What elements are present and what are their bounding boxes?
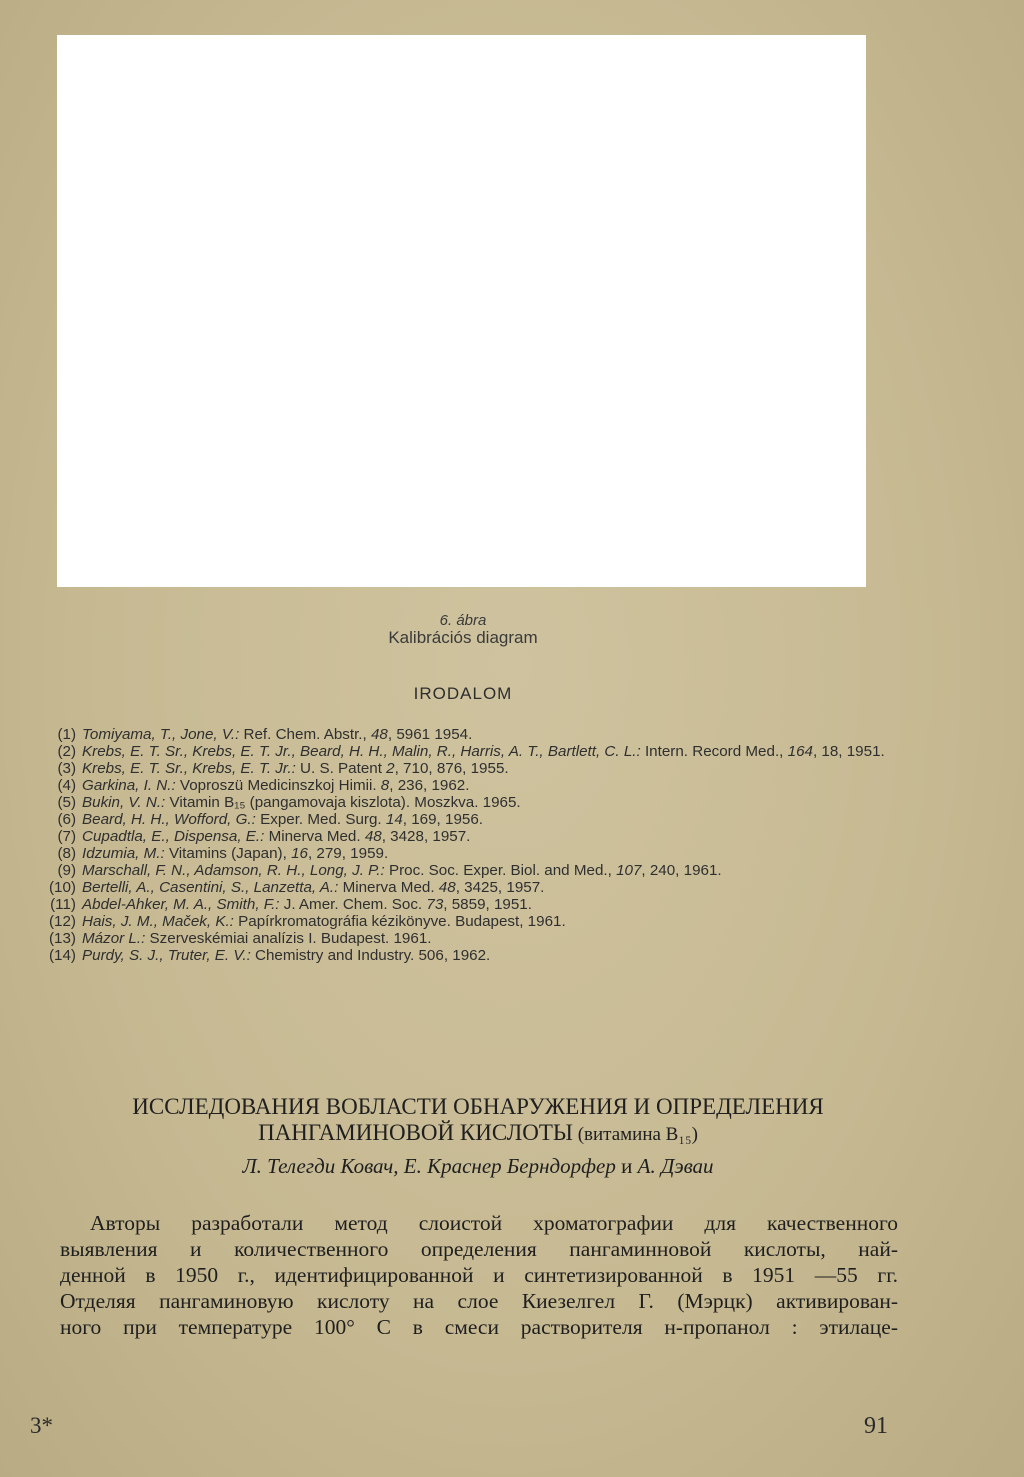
reference-text (82, 743, 914, 760)
reference-source: J. Amer. Chem. Soc. (279, 896, 427, 913)
reference-number: (13) (48, 930, 76, 947)
reference-authors: Abdel-Ahker, M. A., Smith, F.: (82, 896, 280, 913)
reference-tail: , 3428, 1957. (381, 828, 471, 845)
reference-authors: Beard, H. H., Wofford, G.: (82, 811, 256, 828)
reference-number: (6) (57, 811, 76, 828)
article-title-main: ПАНГАМИНОВОЙ КИСЛОТЫ (258, 1120, 573, 1145)
reference-source: Ref. Chem. Abstr., (239, 726, 371, 743)
reference-number: (11) (50, 896, 76, 913)
reference-authors: Cupadtla, E., Dispensa, E.: (82, 828, 265, 845)
reference-item (44, 930, 914, 947)
reference-source: Vitamin B₁₅ (pangamovaja kiszlota). Moszkva. 1965. (165, 794, 521, 811)
reference-authors: Mázor L.: (82, 930, 146, 947)
reference-authors: Idzumia, M.: (82, 845, 165, 862)
reference-authors: Bertelli, A., Casentini, S., Lanzetta, A.: (82, 879, 339, 896)
authors-and: и (615, 1154, 638, 1178)
reference-tail: , 236, 1962. (389, 777, 470, 794)
reference-number: (12) (48, 913, 76, 930)
reference-authors: Garkina, I. N.: (82, 777, 176, 794)
reference-volume: 8 (380, 777, 390, 794)
reference-volume: 16 (291, 845, 308, 862)
body-line: Отделяя пангаминовую кислоту на слое Киезелгел Г. (Мэрцк) активирован- (60, 1289, 898, 1313)
page-number: 91 (864, 1413, 888, 1439)
reference-text (82, 930, 914, 947)
article-authors (30, 1154, 926, 1179)
reference-source: Intern. Record Med., (640, 743, 788, 760)
reference-number: (3) (57, 760, 76, 777)
reference-authors: Purdy, S. J., Truter, E. V.: (82, 947, 251, 964)
reference-number: (5) (57, 794, 76, 811)
authors-last: А. Дэваи (637, 1154, 714, 1178)
reference-text (82, 862, 914, 879)
reference-number: (10) (48, 879, 76, 896)
reference-source: Chemistry and Industry. 506, 1962. (250, 947, 491, 964)
reference-tail: , 5961 1954. (387, 726, 473, 743)
reference-item (44, 777, 914, 794)
reference-authors: Krebs, E. T. Sr., Krebs, E. T. Jr.: (82, 760, 296, 777)
reference-text (82, 828, 914, 845)
reference-text (82, 811, 914, 828)
reference-authors: Tomiyama, T., Jone, V.: (82, 726, 240, 743)
reference-text (82, 794, 914, 811)
reference-volume: 48 (438, 879, 456, 896)
reference-tail: , 710, 876, 1955. (394, 760, 509, 777)
reference-tail: , 169, 1956. (402, 811, 484, 828)
reference-text (82, 913, 914, 930)
reference-authors: Hais, J. M., Maček, K.: (82, 913, 234, 930)
reference-text (82, 879, 914, 896)
reference-authors: Bukin, V. N.: (82, 794, 166, 811)
reference-volume: 48 (370, 726, 388, 743)
reference-number: (2) (57, 743, 76, 760)
reference-source: Vitamins (Japan), (164, 845, 292, 862)
reference-volume: 14 (385, 811, 403, 828)
references-list (44, 726, 914, 964)
reference-item (44, 845, 914, 862)
figure-image (57, 35, 866, 587)
reference-number: (8) (57, 845, 76, 862)
article-body (60, 1210, 898, 1340)
reference-volume: 164 (787, 743, 813, 760)
reference-volume: 73 (426, 896, 444, 913)
reference-text (82, 947, 914, 964)
reference-volume: 2 (386, 760, 395, 777)
reference-tail: , 5859, 1951. (443, 896, 532, 913)
reference-source: Papírkromatográfia kézikönyve. Budapest, 1961. (233, 913, 566, 930)
reference-tail: , 3425, 1957. (455, 879, 545, 896)
reference-source: Proc. Soc. Exper. Biol. and Med., (384, 862, 617, 879)
reference-source: Minerva Med. (264, 828, 365, 845)
reference-item (44, 828, 914, 845)
reference-item (44, 913, 914, 930)
reference-tail: , 18, 1951. (812, 743, 885, 760)
reference-item (44, 896, 914, 913)
reference-item (44, 879, 914, 896)
reference-number: (14) (48, 947, 76, 964)
article-title-subtitle: (витамина B₁₅) (572, 1124, 698, 1145)
reference-text (82, 896, 914, 913)
figure-title: Kalibrációs diagram (388, 628, 538, 647)
reference-volume: 107 (616, 862, 642, 879)
reference-source: Szerveskémiai analízis I. Budapest. 1961. (145, 930, 432, 947)
reference-item (44, 947, 914, 964)
body-line: ного при температуре 100° С в смеси растворителя н-пропанол : этилаце- (60, 1315, 898, 1339)
reference-text (82, 760, 914, 777)
reference-text (82, 777, 914, 794)
reference-authors: Marschall, F. N., Adamson, R. H., Long, J. P.: (82, 862, 385, 879)
reference-item (44, 743, 914, 760)
article-title (30, 1094, 926, 1148)
authors-first: Л. Телегди Ковач, Е. Краснер Берндорфер (242, 1154, 616, 1178)
reference-item (44, 726, 914, 743)
reference-volume: 48 (364, 828, 382, 845)
reference-authors: Krebs, E. T. Sr., Krebs, E. T. Jr., Beard, H. H., Malin, R., Harris, A. T., Bartlett, C. L.: (82, 743, 641, 760)
reference-number: (9) (57, 862, 76, 879)
reference-source: Voproszü Medicinszkoj Himii. (175, 777, 381, 794)
reference-number: (7) (57, 828, 76, 845)
signature-mark: 3* (30, 1413, 53, 1438)
reference-number: (4) (57, 777, 76, 794)
reference-tail: , 279, 1959. (307, 845, 389, 862)
reference-number: (1) (57, 726, 76, 743)
reference-source: U. S. Patent (295, 760, 387, 777)
reference-text (82, 845, 914, 862)
reference-tail: , 240, 1961. (641, 862, 722, 879)
reference-item (44, 760, 914, 777)
reference-source: Exper. Med. Surg. (255, 811, 386, 828)
reference-item (44, 862, 914, 879)
reference-item (44, 794, 914, 811)
reference-source: Minerva Med. (338, 879, 439, 896)
article-title-line-1: ИССЛЕДОВАНИЯ ВОБЛАСТИ ОБНАРУЖЕНИЯ И ОПРЕДЕЛЕНИЯ (132, 1094, 824, 1119)
reference-text (82, 726, 914, 743)
body-line: денной в 1950 г., идентифицированной и синтетизированной в 1951 —55 гг. (60, 1263, 898, 1287)
references-heading: IRODALOM (413, 684, 513, 703)
body-line: Авторы разработали метод слоистой хроматографии для качественного (90, 1211, 898, 1235)
figure-label: 6. ábra (439, 612, 487, 629)
reference-item (44, 811, 914, 828)
body-line: выявления и количественного определения пангаминновой кислоты, най- (60, 1237, 898, 1261)
article-title-line-2 (30, 1120, 926, 1148)
